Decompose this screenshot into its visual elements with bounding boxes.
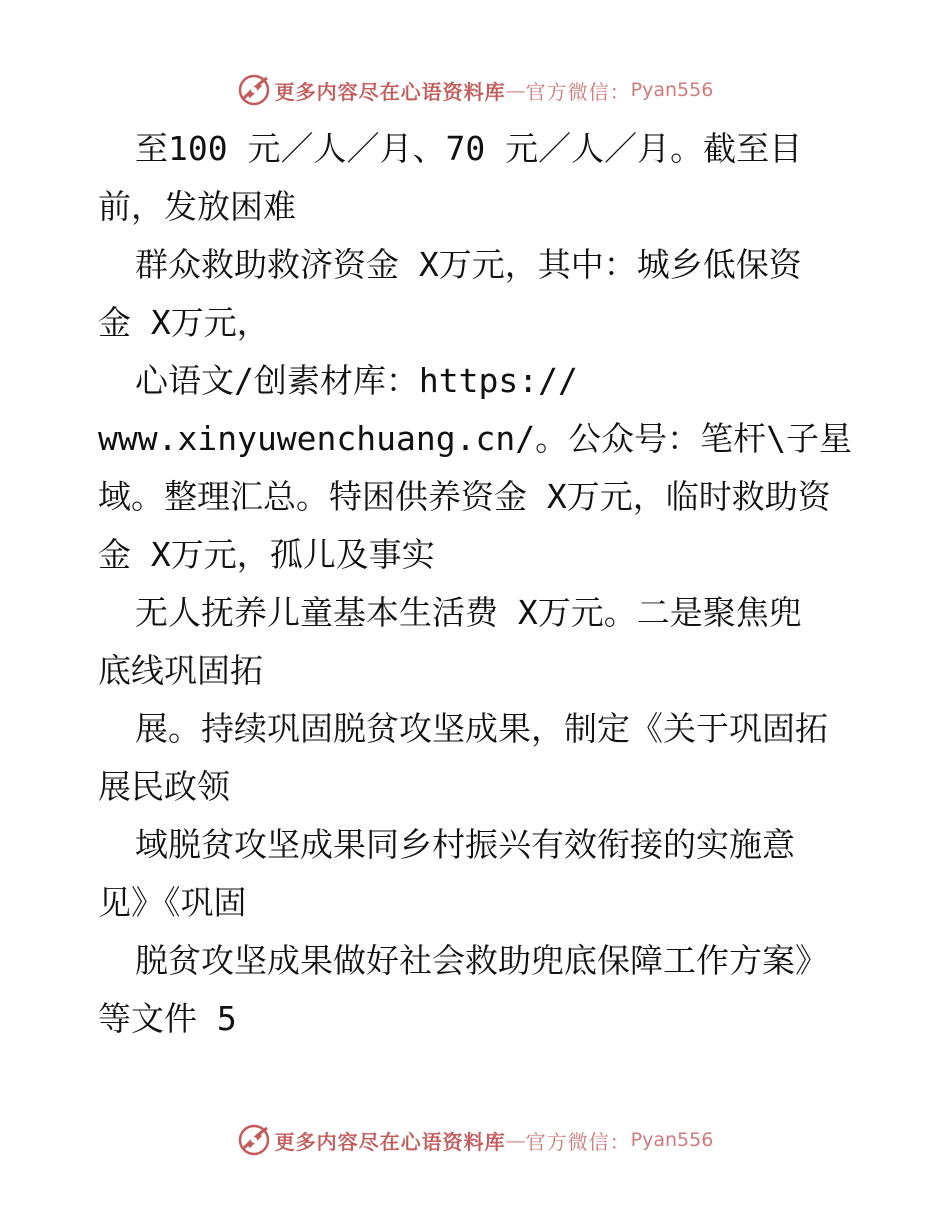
banner-dash: — xyxy=(505,1128,526,1152)
text-line: 脱贫攻坚成果做好社会救助兜底保障工作方案》 xyxy=(135,941,828,980)
body-text xyxy=(98,120,888,1048)
text-line: 见》《巩固 xyxy=(98,883,247,922)
text-line: 心语文/创素材库：https:// xyxy=(135,361,578,400)
text-line: 展。持续巩固脱贫攻坚成果，制定《关于巩固拓 xyxy=(135,709,828,748)
pen-logo-icon xyxy=(237,73,271,107)
text-line: 至100 元／人／月、70 元／人／月。截至目 xyxy=(135,129,803,168)
text-line: 金 X万元， xyxy=(98,303,270,342)
text-line: www.xinyuwenchuang.cn/。公众号：笔杆\子星 xyxy=(98,419,852,458)
pen-logo-icon xyxy=(237,1123,271,1157)
banner-wechat-id: Pyan556 xyxy=(630,79,714,101)
text-line: 前，发放困难 xyxy=(98,187,296,226)
text-line: 展民政领 xyxy=(98,767,230,806)
footer-banner xyxy=(0,1120,950,1160)
banner-dash: — xyxy=(505,78,526,102)
text-line: 等文件 5 xyxy=(98,999,237,1038)
text-line: 无人抚养儿童基本生活费 X万元。二是聚焦兜 xyxy=(135,593,802,632)
text-line: 群众救助救济资金 X万元，其中：城乡低保资 xyxy=(135,245,802,284)
banner-official-label: 官方微信： xyxy=(525,79,631,104)
text-line: 金 X万元，孤儿及事实 xyxy=(98,535,435,574)
text-line: 底线巩固拓 xyxy=(98,651,263,690)
text-line: 域。整理汇总。特困供养资金 X万元，临时救助资 xyxy=(98,477,831,516)
banner-brand-text: 更多内容尽在心语资料库 xyxy=(274,1129,506,1154)
banner-official-label: 官方微信： xyxy=(525,1129,631,1154)
text-line: 域脱贫攻坚成果同乡村振兴有效衔接的实施意 xyxy=(135,825,795,864)
banner-wechat-id: Pyan556 xyxy=(630,1129,714,1151)
header-banner xyxy=(0,70,950,110)
banner-brand-text: 更多内容尽在心语资料库 xyxy=(274,79,506,104)
